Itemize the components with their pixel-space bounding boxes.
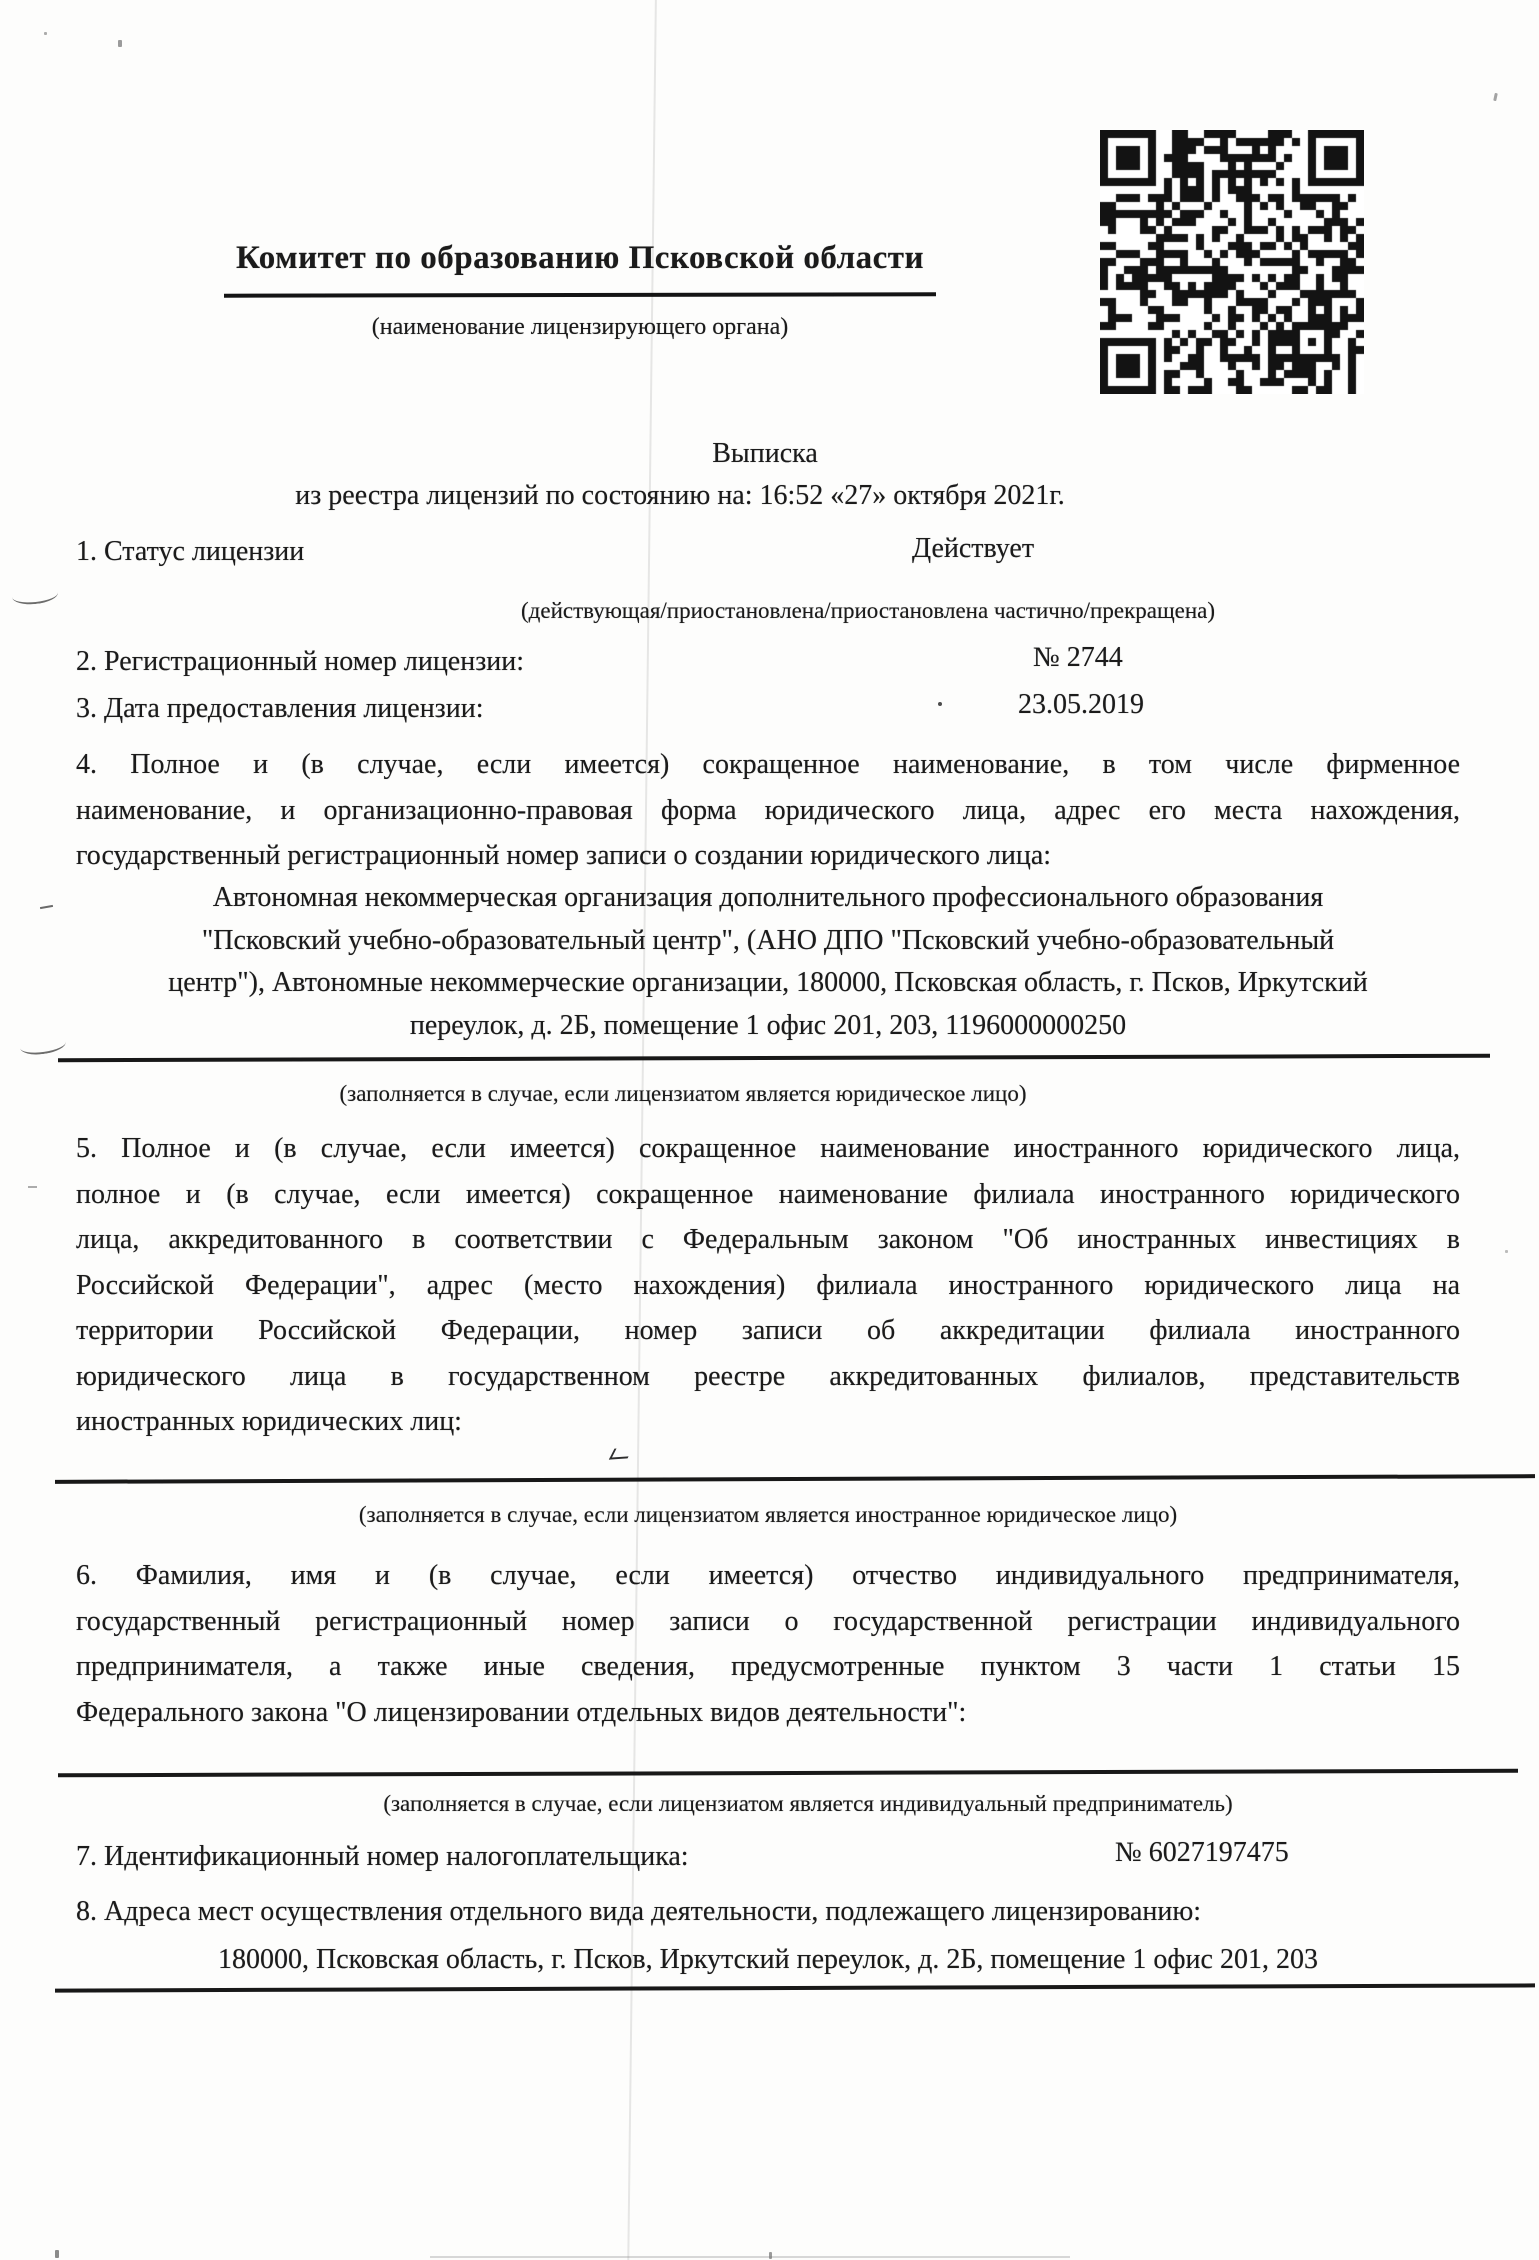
scan-artifact-mark (609, 1447, 633, 1459)
text-line: переулок, д. 2Б, помещение 1 офис 201, 203, 1196000000250 (409, 1009, 1127, 1041)
text-line: центр"), Автономные некоммерческие организации, 180000, Псковская область, г. Псков, Иркутский (168, 967, 1368, 998)
entrepreneur-caption: (заполняется в случае, если лицензиатом является индивидуальный предприниматель) (383, 1791, 1233, 1816)
scan-artifact-speck (1493, 93, 1498, 101)
authority-underline (224, 292, 936, 297)
item4-legal-entity-value (76, 877, 1460, 1047)
item6-entrepreneur-paragraph (76, 1553, 1460, 1735)
text-line: наименование, и организационно-правовая форма юридического лица, адрес его места нахождения, (76, 794, 1460, 826)
scan-artifact-speck (118, 40, 122, 47)
separator-rule-2 (55, 1474, 1535, 1484)
text-line: полное и (в случае, если имеется) сокращенное наименование филиала иностранного юридического (76, 1178, 1460, 1210)
item5-foreign-entity-paragraph (76, 1126, 1460, 1445)
text-line: 6. Фамилия, имя и (в случае, если имеется) отчество индивидуального предпринимателя, (76, 1560, 1460, 1591)
text-line: Российской Федерации", адрес (место нахождения) филиала иностранного юридического лица на (76, 1269, 1460, 1301)
separator-rule-1 (58, 1054, 1490, 1062)
scan-artifact-speck (1505, 1250, 1508, 1253)
taxpayer-id-value: № 6027197475 (1115, 1837, 1289, 1868)
scan-artifact-speck (55, 2250, 59, 2258)
license-status-options-caption: (действующая/приостановлена/приостановлена частично/прекращена) (521, 598, 1216, 623)
scan-artifact-squiggle (11, 584, 59, 607)
text-line: государственный регистрационный номер записи о создании юридического лица: (76, 840, 1052, 871)
text-line: 5. Полное и (в случае, если имеется) сокращенное наименование иностранного юридического лица, (76, 1133, 1460, 1164)
license-date-label: 3. Дата предоставления лицензии: (76, 693, 484, 724)
licensing-authority-name: Комитет по образованию Псковской области (236, 240, 924, 276)
registration-number-value: № 2744 (1033, 642, 1123, 673)
document-subtitle: из реестра лицензий по состоянию на: 16:52 «27» октября 2021г. (295, 480, 1065, 511)
text-line: лица, аккредитованного в соответствии с Федеральным законом "Об иностранных инвестициях в (76, 1224, 1460, 1255)
foreign-entity-caption: (заполняется в случае, если лицензиатом является иностранное юридическое лицо) (358, 1502, 1178, 1527)
activity-addresses-value: 180000, Псковская область, г. Псков, Иркутский переулок, д. 2Б, помещение 1 офис 201, 203 (218, 1944, 1318, 1975)
scan-artifact-squiggle (19, 1033, 67, 1057)
scan-artifact-tick (28, 1186, 37, 1188)
scan-artifact-speck (44, 32, 47, 35)
document-title: Выписка (712, 438, 818, 469)
scan-artifact-tick (40, 905, 53, 909)
license-status-value: Действует (912, 533, 1035, 564)
separator-rule-4 (55, 1983, 1535, 1992)
license-status-label: 1. Статус лицензии (76, 536, 305, 567)
item4-legal-entity-paragraph (76, 742, 1460, 879)
scan-bottom-edge (430, 2256, 1070, 2258)
text-line: государственный регистрационный номер записи о государственной регистрации индивидуального (76, 1605, 1460, 1637)
text-line: предпринимателя, а также иные сведения, предусмотренные пунктом 3 части 1 статьи 15 (76, 1651, 1460, 1682)
text-line: территории Российской Федерации, номер записи об аккредитации филиала иностранного (76, 1315, 1460, 1346)
qr-code (1100, 130, 1364, 394)
text-line: 4. Полное и (в случае, если имеется) сокращенное наименование, в том числе фирменное (76, 749, 1460, 780)
license-date-value: 23.05.2019 (1018, 689, 1144, 720)
scan-artifact-dot (938, 702, 942, 706)
text-line: юридического лица в государственном реестре аккредитованных филиалов, представительств (76, 1360, 1460, 1392)
text-line: иностранных юридических лиц: (76, 1406, 462, 1437)
activity-addresses-label: 8. Адреса мест осуществления отдельного вида деятельности, подлежащего лицензированию: (76, 1896, 1202, 1927)
separator-rule-3 (58, 1769, 1518, 1778)
text-line: "Псковский учебно-образовательный центр", (АНО ДПО "Псковский учебно-образовательный (201, 924, 1335, 956)
taxpayer-id-label: 7. Идентификационный номер налогоплательщика: (76, 1841, 689, 1872)
text-line: Федерального закона "О лицензировании отдельных видов деятельности": (76, 1696, 967, 1728)
text-line: Автономная некоммерческая организация дополнительного профессионального образования (212, 882, 1324, 913)
registration-number-label: 2. Регистрационный номер лицензии: (76, 646, 525, 677)
legal-entity-caption: (заполняется в случае, если лицензиатом является юридическое лицо) (339, 1081, 1027, 1106)
licensing-authority-caption: (наименование лицензирующего органа) (371, 314, 789, 340)
